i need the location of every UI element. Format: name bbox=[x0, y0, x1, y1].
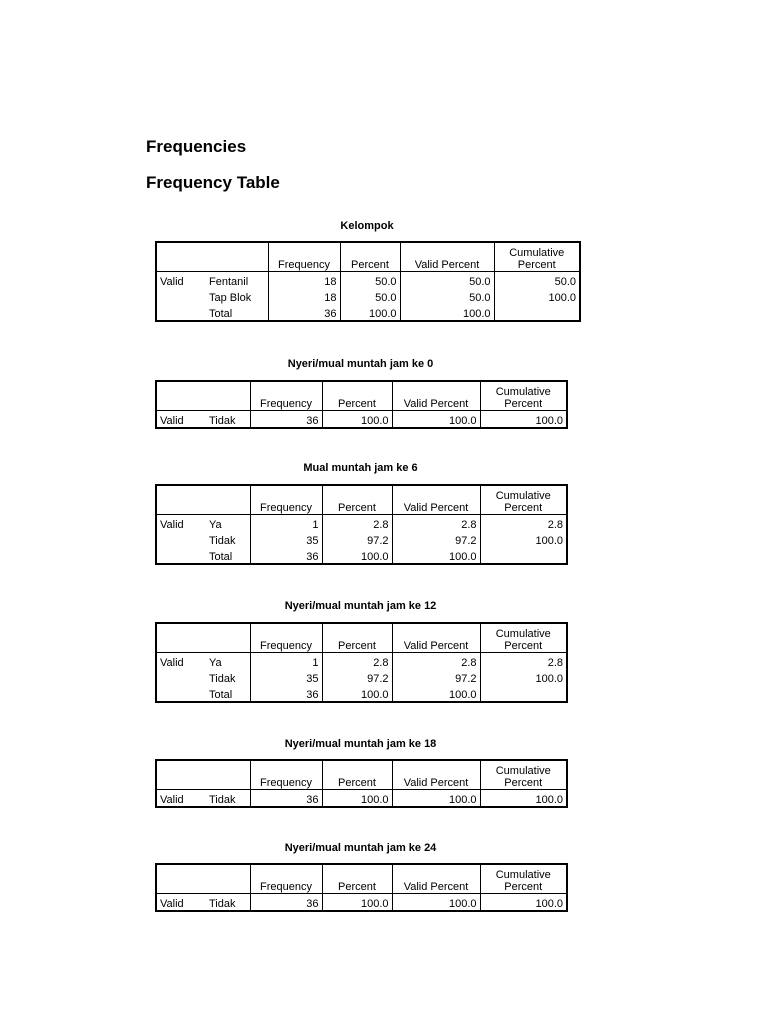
valid-percent-cell: 97.2 bbox=[392, 531, 480, 547]
row-group-label bbox=[156, 547, 206, 564]
percent-cell: 100.0 bbox=[322, 411, 392, 429]
column-header-frequency: Frequency bbox=[250, 864, 322, 894]
frequency-cell: 35 bbox=[250, 531, 322, 547]
frequency-table bbox=[155, 863, 568, 912]
column-header-valid-percent: Valid Percent bbox=[392, 760, 480, 790]
row-category-label: Total bbox=[209, 551, 233, 563]
table-title: Kelompok bbox=[340, 220, 394, 232]
row-group-label bbox=[156, 685, 206, 702]
column-header-percent: Percent bbox=[322, 485, 392, 515]
header-blank-cell bbox=[206, 760, 250, 790]
header-blank-cell bbox=[156, 485, 206, 515]
frequency-cell: 18 bbox=[268, 288, 340, 304]
table-row bbox=[156, 272, 580, 289]
valid-percent-cell: 100.0 bbox=[392, 411, 480, 429]
frequency-cell: 1 bbox=[250, 653, 322, 670]
column-header-frequency: Frequency bbox=[250, 760, 322, 790]
table-row bbox=[156, 531, 567, 547]
table-title: Nyeri/mual muntah jam ke 12 bbox=[284, 600, 437, 612]
frequency-cell: 36 bbox=[250, 411, 322, 429]
cumulative-percent-cell bbox=[480, 547, 567, 564]
table-row bbox=[156, 653, 567, 670]
valid-percent-cell: 100.0 bbox=[400, 304, 494, 321]
row-category-label: Total bbox=[209, 308, 233, 320]
row-group-label bbox=[156, 531, 206, 547]
cumulative-percent-cell: 50.0 bbox=[494, 272, 580, 289]
percent-cell: 100.0 bbox=[340, 304, 400, 321]
row-category-label: Total bbox=[209, 689, 233, 701]
table-title: Nyeri/mual muntah jam ke 0 bbox=[287, 358, 434, 370]
header-blank-cell bbox=[206, 485, 250, 515]
cumulative-percent-cell bbox=[494, 304, 580, 321]
table-row bbox=[156, 790, 567, 808]
header-blank-cell bbox=[206, 242, 268, 272]
header-blank-cell bbox=[156, 864, 206, 894]
row-group-label: Valid bbox=[160, 794, 184, 806]
cumulative-percent-cell: 100.0 bbox=[494, 288, 580, 304]
frequency-table bbox=[155, 759, 568, 808]
table-title: Nyeri/mual muntah jam ke 18 bbox=[284, 738, 437, 750]
header-blank-cell bbox=[156, 623, 206, 653]
table-row bbox=[156, 515, 567, 532]
row-category-label: Tidak bbox=[209, 898, 236, 910]
cumulative-percent-cell: 2.8 bbox=[480, 515, 567, 532]
header-blank-cell bbox=[156, 242, 206, 272]
table-title: Nyeri/mual muntah jam ke 24 bbox=[284, 842, 437, 854]
valid-percent-cell: 100.0 bbox=[392, 547, 480, 564]
valid-percent-cell: 50.0 bbox=[400, 272, 494, 289]
column-header-cumulative-percent: Cumulative Percent bbox=[480, 485, 567, 515]
frequency-cell: 1 bbox=[250, 515, 322, 532]
column-header-valid-percent: Valid Percent bbox=[392, 381, 480, 411]
frequency-cell: 36 bbox=[250, 685, 322, 702]
column-header-valid-percent: Valid Percent bbox=[392, 485, 480, 515]
row-category-label: Fentanil bbox=[209, 276, 249, 288]
row-category-label: Tidak bbox=[209, 415, 236, 427]
row-group-label bbox=[156, 304, 206, 321]
row-group-label: Valid bbox=[160, 415, 184, 427]
percent-cell: 2.8 bbox=[322, 515, 392, 532]
percent-cell: 97.2 bbox=[322, 669, 392, 685]
valid-percent-cell: 100.0 bbox=[392, 790, 480, 808]
column-header-frequency: Frequency bbox=[250, 381, 322, 411]
frequency-table bbox=[155, 241, 581, 322]
table-row bbox=[156, 547, 567, 564]
row-category-label: Tidak bbox=[209, 794, 236, 806]
percent-cell: 100.0 bbox=[322, 894, 392, 912]
column-header-frequency: Frequency bbox=[250, 485, 322, 515]
frequency-table bbox=[155, 484, 568, 565]
frequency-cell: 36 bbox=[250, 547, 322, 564]
percent-cell: 50.0 bbox=[340, 272, 400, 289]
cumulative-percent-cell: 100.0 bbox=[480, 669, 567, 685]
column-header-percent: Percent bbox=[340, 242, 400, 272]
row-category-label: Tap Blok bbox=[209, 292, 252, 304]
column-header-cumulative-percent: Cumulative Percent bbox=[480, 623, 567, 653]
table-header-row bbox=[156, 623, 567, 653]
frequency-cell: 36 bbox=[250, 894, 322, 912]
cumulative-percent-cell: 2.8 bbox=[480, 653, 567, 670]
cumulative-percent-cell: 100.0 bbox=[480, 531, 567, 547]
valid-percent-cell: 100.0 bbox=[392, 685, 480, 702]
cumulative-percent-cell bbox=[480, 685, 567, 702]
column-header-cumulative-percent: Cumulative Percent bbox=[494, 242, 580, 272]
frequency-cell: 18 bbox=[268, 272, 340, 289]
table-row bbox=[156, 685, 567, 702]
percent-cell: 97.2 bbox=[322, 531, 392, 547]
table-header-row bbox=[156, 864, 567, 894]
header-blank-cell bbox=[206, 864, 250, 894]
table-header-row bbox=[156, 760, 567, 790]
column-header-cumulative-percent: Cumulative Percent bbox=[480, 864, 567, 894]
cumulative-percent-cell: 100.0 bbox=[480, 790, 567, 808]
row-category-label: Tidak bbox=[209, 535, 236, 547]
frequency-table bbox=[155, 380, 568, 429]
percent-cell: 100.0 bbox=[322, 547, 392, 564]
row-group-label: Valid bbox=[160, 657, 184, 669]
valid-percent-cell: 2.8 bbox=[392, 653, 480, 670]
column-header-cumulative-percent: Cumulative Percent bbox=[480, 760, 567, 790]
column-header-valid-percent: Valid Percent bbox=[392, 623, 480, 653]
column-header-percent: Percent bbox=[322, 760, 392, 790]
column-header-valid-percent: Valid Percent bbox=[400, 242, 494, 272]
frequency-cell: 36 bbox=[250, 790, 322, 808]
row-group-label bbox=[156, 669, 206, 685]
column-header-percent: Percent bbox=[322, 381, 392, 411]
table-row bbox=[156, 894, 567, 912]
header-blank-cell bbox=[156, 760, 206, 790]
cumulative-percent-cell: 100.0 bbox=[480, 894, 567, 912]
table-header-row bbox=[156, 485, 567, 515]
row-group-label: Valid bbox=[160, 519, 184, 531]
valid-percent-cell: 97.2 bbox=[392, 669, 480, 685]
header-blank-cell bbox=[206, 381, 250, 411]
table-row bbox=[156, 304, 580, 321]
percent-cell: 2.8 bbox=[322, 653, 392, 670]
header-blank-cell bbox=[206, 623, 250, 653]
valid-percent-cell: 50.0 bbox=[400, 288, 494, 304]
table-row bbox=[156, 411, 567, 429]
row-group-label: Valid bbox=[160, 276, 184, 288]
table-row bbox=[156, 288, 580, 304]
percent-cell: 100.0 bbox=[322, 685, 392, 702]
table-row bbox=[156, 669, 567, 685]
frequency-cell: 35 bbox=[250, 669, 322, 685]
row-group-label: Valid bbox=[160, 898, 184, 910]
table-header-row bbox=[156, 242, 580, 272]
frequencies-heading: Frequencies bbox=[146, 137, 247, 156]
frequency-table-heading: Frequency Table bbox=[146, 173, 280, 192]
row-category-label: Ya bbox=[209, 657, 222, 669]
header-blank-cell bbox=[156, 381, 206, 411]
column-header-frequency: Frequency bbox=[268, 242, 340, 272]
column-header-percent: Percent bbox=[322, 623, 392, 653]
valid-percent-cell: 100.0 bbox=[392, 894, 480, 912]
percent-cell: 50.0 bbox=[340, 288, 400, 304]
table-header-row bbox=[156, 381, 567, 411]
valid-percent-cell: 2.8 bbox=[392, 515, 480, 532]
column-header-valid-percent: Valid Percent bbox=[392, 864, 480, 894]
row-category-label: Tidak bbox=[209, 673, 236, 685]
row-category-label: Ya bbox=[209, 519, 222, 531]
row-group-label bbox=[156, 288, 206, 304]
column-header-percent: Percent bbox=[322, 864, 392, 894]
frequency-table bbox=[155, 622, 568, 703]
percent-cell: 100.0 bbox=[322, 790, 392, 808]
column-header-cumulative-percent: Cumulative Percent bbox=[480, 381, 567, 411]
column-header-frequency: Frequency bbox=[250, 623, 322, 653]
cumulative-percent-cell: 100.0 bbox=[480, 411, 567, 429]
frequency-cell: 36 bbox=[268, 304, 340, 321]
table-title: Mual muntah jam ke 6 bbox=[303, 462, 418, 474]
